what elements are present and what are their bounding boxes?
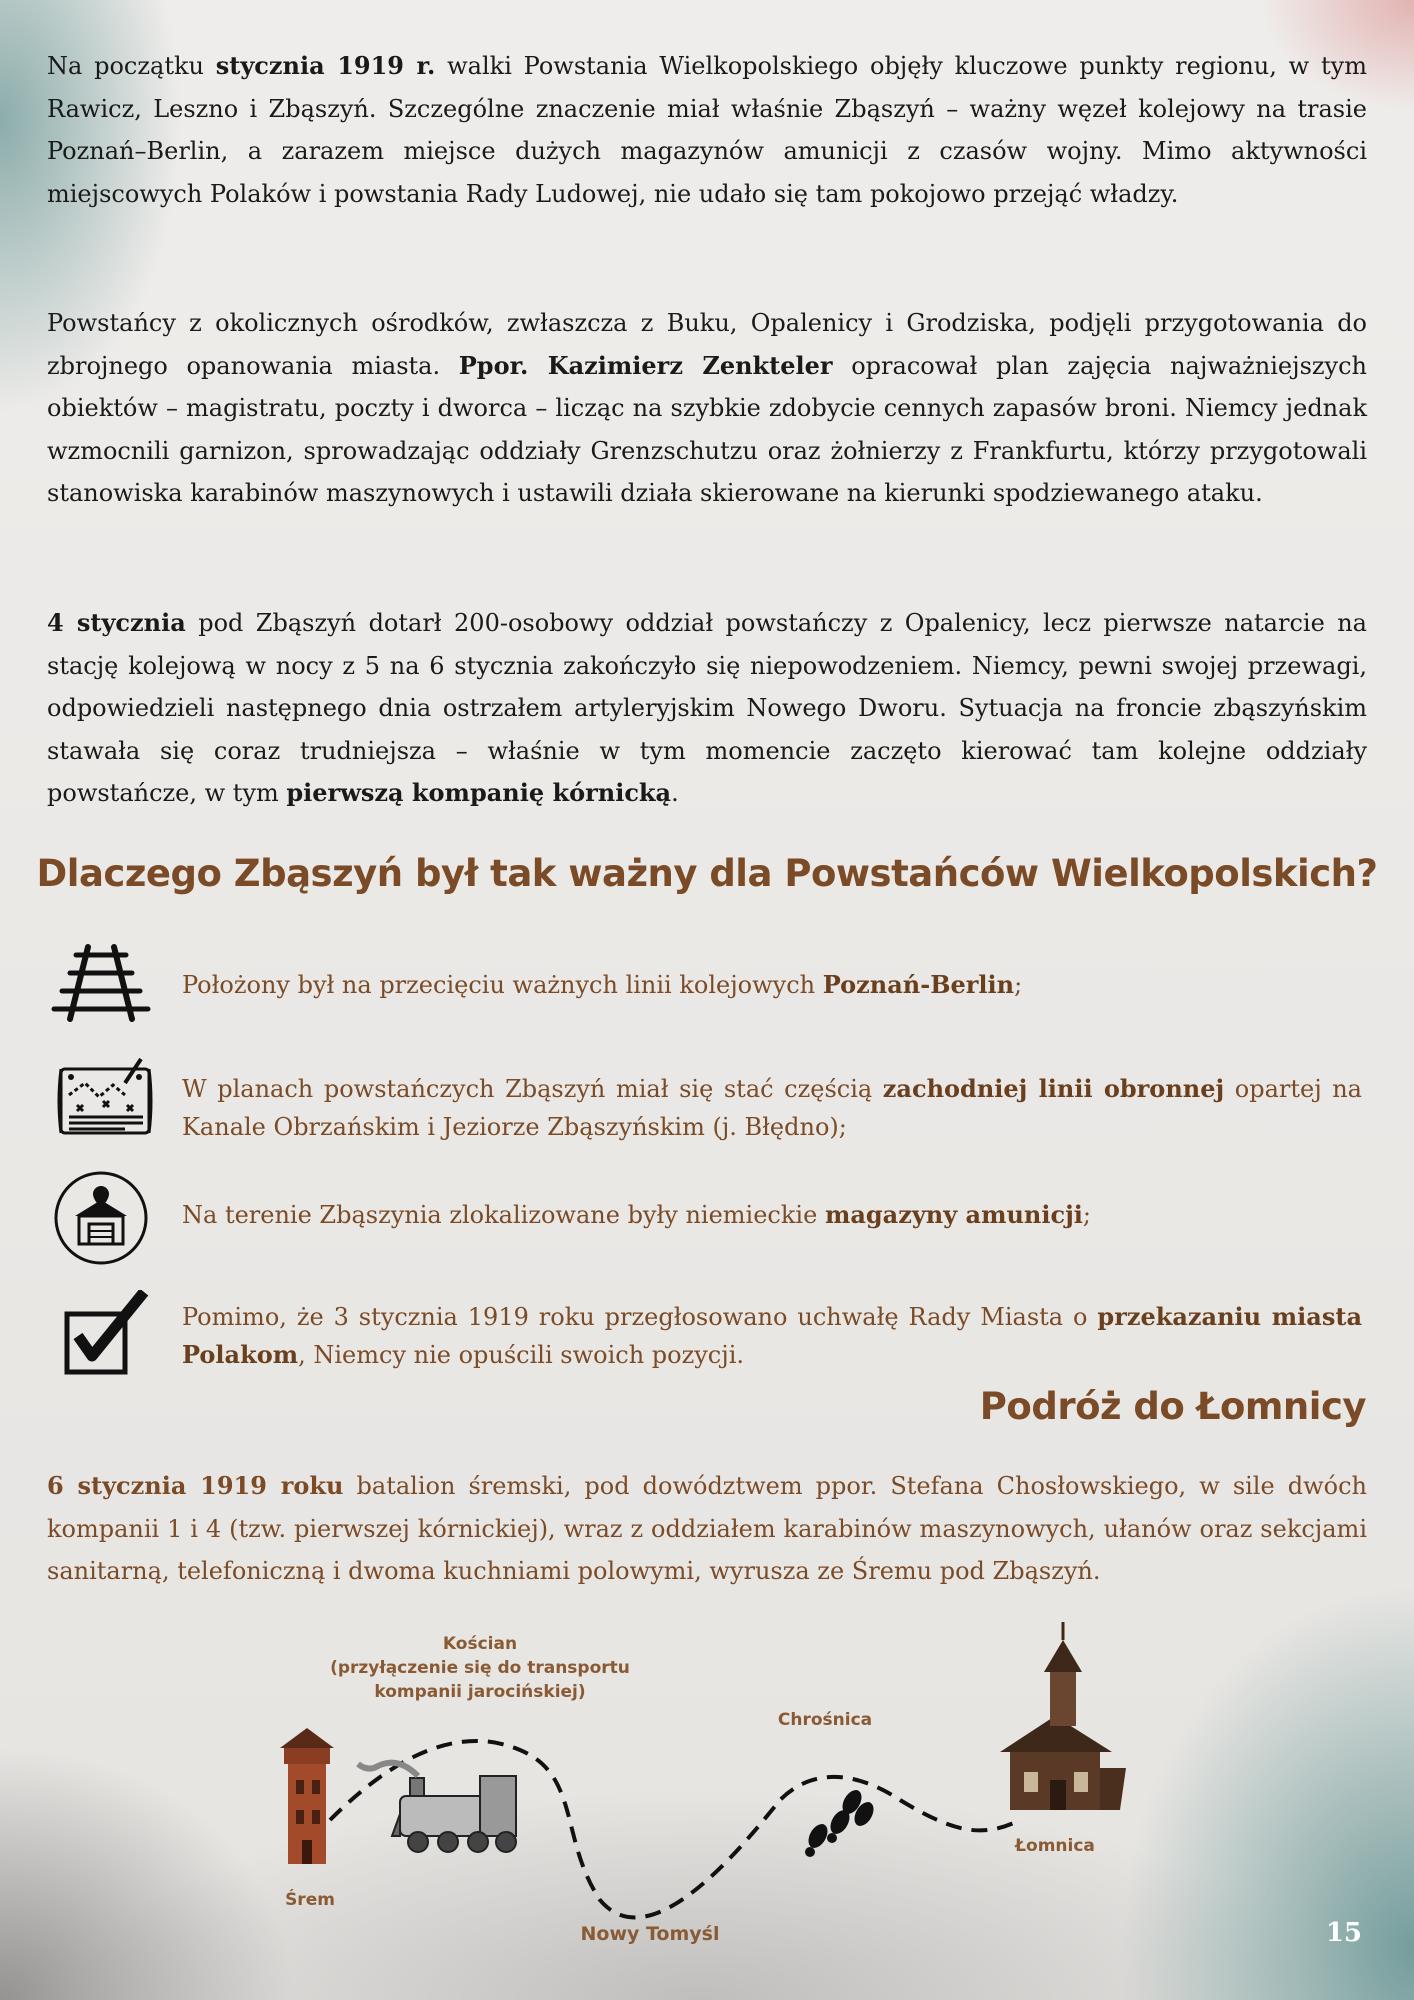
list-item-city-council xyxy=(182,1298,1362,1374)
item-highlight: przekazaniu miasta Polakom xyxy=(182,1302,1362,1369)
label-chrosnica: Chrośnica xyxy=(777,1710,873,1730)
item-text: W planach powstańczych Zbąszyń miał się stać częścią xyxy=(182,1075,883,1103)
label-srem: Śrem xyxy=(285,1890,335,1910)
date-highlight: 6 stycznia 1919 roku xyxy=(47,1471,344,1500)
item-text: ; xyxy=(1014,971,1023,999)
section-heading-importance: Dlaczego Zbąszyń był tak ważny dla Powstańców Wielkopolskich? xyxy=(36,852,1378,895)
intro-paragraph xyxy=(47,45,1367,215)
railway-track-icon xyxy=(48,943,154,1023)
checkbox-checked-icon xyxy=(62,1290,152,1380)
item-text: Na terenie Zbąszynia zlokalizowane były niemieckie xyxy=(182,1201,825,1229)
item-highlight: Poznań-Berlin xyxy=(822,970,1015,999)
list-item-railway xyxy=(182,966,1362,1004)
list-item-defense-line xyxy=(182,1070,1362,1146)
srem-tower-icon xyxy=(280,1728,334,1864)
company-highlight: pierwszą kompanię kórnicką xyxy=(286,778,672,807)
label-koscian-note: kompanii jarocińskiej) xyxy=(374,1682,586,1702)
label-lomnica: Łomnica xyxy=(1015,1836,1095,1856)
battle-plan-map-icon xyxy=(55,1055,155,1139)
item-highlight: zachodniej linii obronnej xyxy=(882,1074,1225,1103)
lomnica-church-icon xyxy=(1000,1622,1126,1810)
text-span: walki Powstania Wielkopolskiego objęły kluczowe punkty regionu, w tym Rawicz, Leszno i Zbąszyń. Szczególne znaczenie miał właśnie Zbąszyń – ważny węzeł kolejowy na trasie Poznań–Berlin, a zarazem miejsce dużych magazynów amunicji z czasów wojny. Mimo aktywności miejscowych Polaków i powstania Rady Ludowej, nie udało się tam pokojowo przejąć władzy. xyxy=(47,52,1367,208)
warehouse-location-icon xyxy=(53,1170,149,1266)
label-nowy-tomysl: Nowy Tomyśl xyxy=(580,1923,720,1945)
commander-name: Ppor. Kazimierz Zenkteler xyxy=(458,350,833,380)
label-koscian-name: Kościan xyxy=(442,1634,518,1654)
item-text: opartej na Kanale Obrzańskim i Jeziorze Zbąszyńskim (j. Błędno); xyxy=(182,1075,1362,1141)
attack-paragraph xyxy=(47,602,1367,815)
text-span: batalion śremski, pod dowództwem ppor. Stefana Chosłowskiego, w sile dwóch kompanii 1 i 4 (tzw. pierwszej kórnickiej), wraz z oddziałem karabinów maszynowych, ułanów oraz sekcjami sanitarną, telefoniczną i dwoma kuchniami polowymi, wyrusza ze Śremu pod Zbąszyń. xyxy=(47,1472,1367,1585)
footsteps-icon xyxy=(805,1787,878,1857)
date-highlight: 4 stycznia xyxy=(47,608,186,637)
item-text: Położony był na przecięciu ważnych linii kolejowych xyxy=(182,971,823,999)
item-highlight: magazyny amunicji xyxy=(824,1200,1083,1229)
item-text: , Niemcy nie opuścili swoich pozycji. xyxy=(298,1341,744,1369)
item-text: Pomimo, że 3 stycznia 1919 roku przegłosowano uchwałę Rady Miasta o xyxy=(182,1303,1098,1331)
list-item-ammunition xyxy=(182,1196,1362,1234)
label-koscian-note: (przyłączenie się do transportu xyxy=(330,1658,630,1678)
text-span: . xyxy=(671,779,679,807)
page-number: 15 xyxy=(1325,1918,1362,1948)
item-text: ; xyxy=(1082,1201,1092,1229)
section-heading-journey: Podróż do Łomnicy xyxy=(979,1385,1366,1428)
text-span: Na początku xyxy=(47,52,216,80)
text-span: opracował plan zajęcia najważniejszych obiektów – magistratu, poczty i dworca – licząc na szybkie zdobycie cennych zapasów broni. Niemcy jednak wzmocnili garnizon, sprowadzając oddziały Grenzschutzu oraz żołnierzy z Frankfurtu, którzy przygotowali stanowiska karabinów maszynowych i ustawili działa skierowane na kierunki spodziewanego ataku. xyxy=(47,351,1367,507)
date-highlight: stycznia 1919 r. xyxy=(215,51,436,80)
journey-paragraph xyxy=(47,1465,1367,1593)
label-koscian xyxy=(300,1632,660,1704)
text-span: pod Zbąszyń dotarł 200-osobowy oddział powstańczy z Opalenicy, lecz pierwsze natarcie na stację kolejową w nocy z 5 na 6 stycznia zakończyło się niepowodzeniem. Niemcy, pewni swojej przewagi, odpowiedzieli następnego dnia ostrzałem artyleryjskim Nowego Dworu. Sytuacja na froncie zbąszyńskim stawała się coraz trudniejsza – właśnie w tym momencie zaczęto kierować tam kolejne oddziały powstańcze, w tym xyxy=(47,609,1367,807)
preparations-paragraph xyxy=(47,302,1367,515)
text-span: Powstańcy z okolicznych ośrodków, zwłaszcza z Buku, Opalenicy i Grodziska, podjęli przygotowania do zbrojnego opanowania miasta. xyxy=(47,309,1367,380)
